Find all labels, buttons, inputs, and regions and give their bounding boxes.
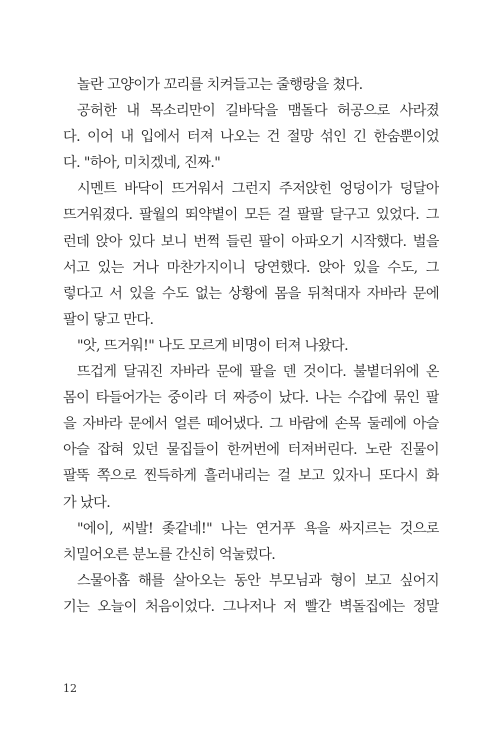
text-line: 뜨겁게 달궈진 자바라 문에 팔을 덴 것이다. 불볕더위에 온	[77, 364, 439, 381]
text-line: 런데 앉아 있다 보니 번쩍 들린 팔이 아파오기 시작했다. 벌을	[63, 233, 439, 250]
text-line: 공허한 내 목소리만이 길바닥을 맴돌다 허공으로 사라졌	[77, 103, 439, 120]
text-line: 가 났다.	[63, 494, 111, 511]
text-line: 다. "하아, 미치겠네, 진짜."	[63, 155, 221, 172]
text-line: 아슬 잡혀 있던 물집들이 한꺼번에 터져버린다. 노란 진물이	[63, 442, 439, 459]
page-number: 12	[63, 682, 77, 695]
text-line: 시멘트 바닥이 뜨거워서 그런지 주저앉힌 엉덩이가 덩달아	[77, 181, 439, 198]
text-line: 팔뚝 쪽으로 찐득하게 흘러내리는 걸 보고 있자니 또다시 화	[63, 468, 439, 485]
text-line: 몸이 타들어가는 중이라 더 짜증이 났다. 나는 수갑에 묶인 팔	[63, 390, 439, 407]
text-line: 놀란 고양이가 꼬리를 치켜들고는 줄행랑을 쳤다.	[77, 77, 363, 93]
text-line: "앗, 뜨거워!" 나도 모르게 비명이 터져 나왔다.	[77, 337, 349, 354]
text-line: 팔이 닿고 만다.	[63, 311, 154, 328]
text-line: 서고 있는 거나 마찬가지이니 당연했다. 앉아 있을 수도, 그	[63, 259, 439, 276]
text-line: 렇다고 서 있을 수도 없는 상황에 몸을 뒤척대자 자바라 문에	[63, 285, 439, 302]
body-text	[63, 72, 439, 620]
text-line: 치밀어오른 분노를 간신히 억눌렀다.	[63, 546, 276, 563]
text-line: 기는 오늘이 처음이었다. 그나저나 저 빨간 벽돌집에는 정말	[63, 598, 439, 615]
text-line: 뜨거워졌다. 팔월의 뙤약볕이 모든 걸 팔팔 달구고 있었다. 그	[63, 207, 439, 224]
text-line: 스물아홉 해를 살아오는 동안 부모님과 형이 보고 싶어지	[77, 572, 439, 589]
text-line: "에이, 씨발! 좆같네!" 나는 연거푸 욕을 싸지르는 것으로	[77, 520, 439, 537]
text-line: 을 자바라 문에서 얼른 떼어냈다. 그 바람에 손목 둘레에 아슬	[63, 416, 439, 433]
text-line: 다. 이어 내 입에서 터져 나오는 건 절망 섞인 긴 한숨뿐이었	[63, 129, 439, 146]
